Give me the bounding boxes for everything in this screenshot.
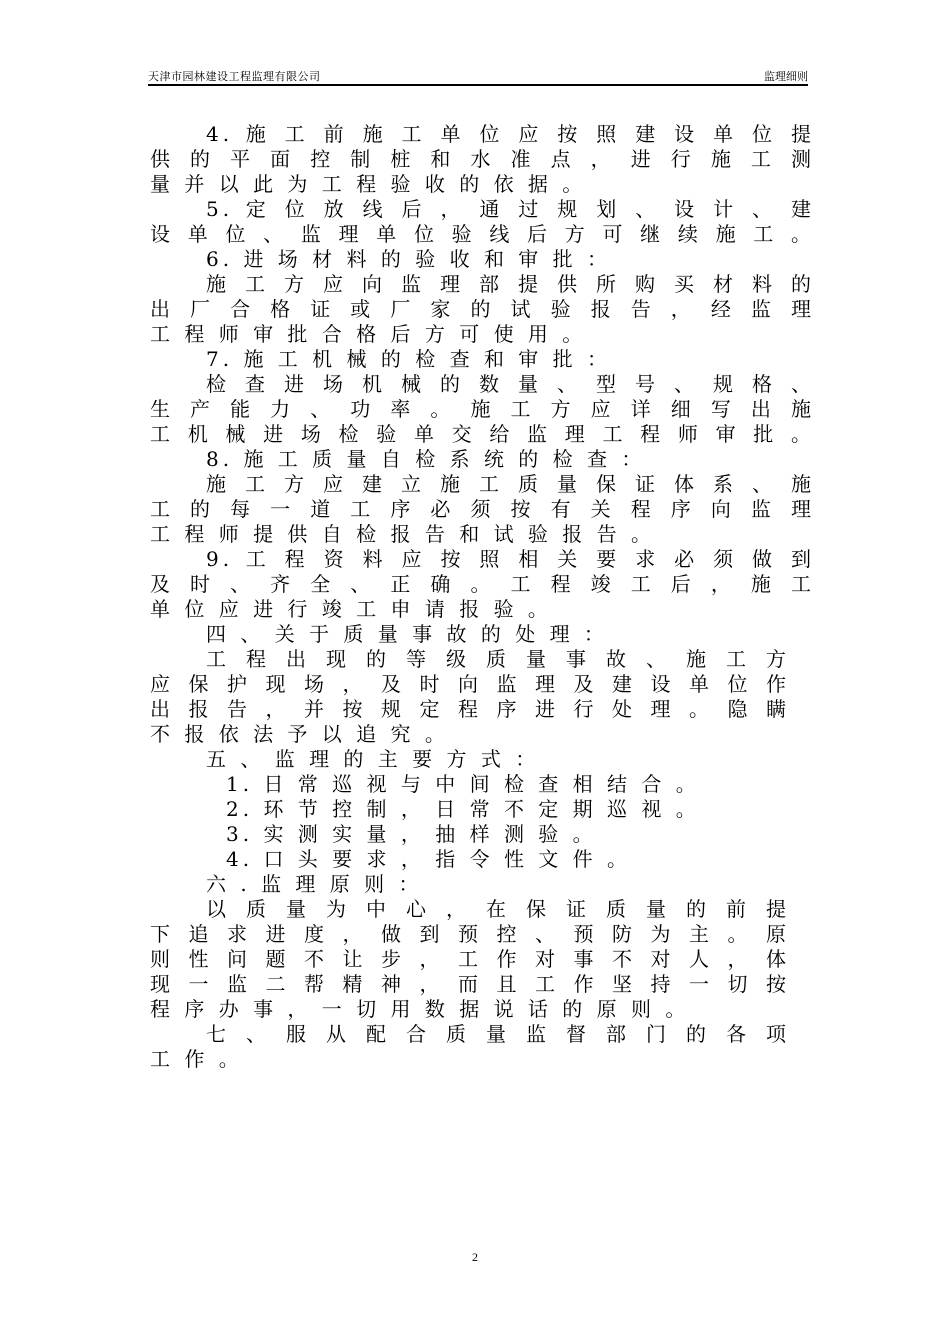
paragraph-line: 程 序 办 事 ， 一 切 用 数 据 说 话 的 原 则 。 xyxy=(150,997,690,1021)
paragraph-line: 现 一 监 二 帮 精 神 ， 而 且 工 作 坚 持 一 切 按 xyxy=(150,972,790,996)
paragraph-line: 工 程 师 提 供 自 检 报 告 和 试 验 报 告 。 xyxy=(150,522,656,546)
paragraph-line: 8. 施 工 质 量 自 检 系 统 的 检 查 ： xyxy=(206,447,646,471)
paragraph-line: 设 单 位 、 监 理 单 位 验 线 后 方 可 继 续 施 工 。 xyxy=(150,222,815,246)
paragraph-line: 4. 施 工 前 施 工 单 位 应 按 照 建 设 单 位 提 xyxy=(206,122,815,146)
paragraph-line: 7. 施 工 机 械 的 检 查 和 审 批 ： xyxy=(206,347,612,371)
paragraph-line: 则 性 问 题 不 让 步 ， 工 作 对 事 不 对 人 ， 体 xyxy=(150,947,790,971)
paragraph-line: 5. 定 位 放 线 后 ， 通 过 规 划 、 设 计 、 建 xyxy=(206,197,815,221)
paragraph-line: 出 厂 合 格 证 或 厂 家 的 试 验 报 告 ， 经 监 理 xyxy=(150,297,815,321)
paragraph-line: 以 质 量 为 中 心 ， 在 保 证 质 量 的 前 提 xyxy=(206,897,790,921)
paragraph-line: 3. 实 测 实 量 ， 抽 样 测 验 。 xyxy=(226,822,597,846)
paragraph-line: 4. 口 头 要 求 ， 指 令 性 文 件 。 xyxy=(226,847,632,871)
paragraph-line: 下 追 求 进 度 ， 做 到 预 控 、 预 防 为 主 。 原 xyxy=(150,922,790,946)
paragraph-line: 工 的 每 一 道 工 序 必 须 按 有 关 程 序 向 监 理 xyxy=(150,497,815,521)
paragraph-line: 生 产 能 力 、 功 率 。 施 工 方 应 详 细 写 出 施 xyxy=(150,397,815,421)
paragraph-line: 四 、 关 于 质 量 事 故 的 处 理 ： xyxy=(206,622,608,646)
paragraph-line: 2. 环 节 控 制 ， 日 常 不 定 期 巡 视 。 xyxy=(226,797,700,821)
paragraph-line: 及 时 、 齐 全 、 正 确 。 工 程 竣 工 后 ， 施 工 xyxy=(150,572,815,596)
paragraph-line: 1. 日 常 巡 视 与 中 间 检 查 相 结 合 。 xyxy=(226,772,700,796)
paragraph-line: 七 、 服 从 配 合 质 量 监 督 部 门 的 各 项 xyxy=(206,1022,790,1046)
paragraph-line: 施 工 方 应 向 监 理 部 提 供 所 购 买 材 料 的 xyxy=(206,272,815,296)
document-body xyxy=(150,122,815,1072)
header-document-title: 监理细则 xyxy=(764,70,808,83)
paragraph-line: 检 查 进 场 机 械 的 数 量 、 型 号 、 规 格 、 xyxy=(206,372,815,396)
paragraph-line: 五 、 监 理 的 主 要 方 式 ： xyxy=(206,747,540,771)
paragraph-line: 不 报 依 法 予 以 追 究 。 xyxy=(150,722,449,746)
header-company-name: 天津市园林建设工程监理有限公司 xyxy=(148,70,321,83)
paragraph-line: 6. 进 场 材 料 的 验 收 和 审 批 ： xyxy=(206,247,612,271)
paragraph-line: 出 报 告 ， 并 按 规 定 程 序 进 行 处 理 。 隐 瞒 xyxy=(150,697,790,721)
paragraph-line: 单 位 应 进 行 竣 工 申 请 报 验 。 xyxy=(150,597,552,621)
paragraph-line: 六 . 监 理 原 则 ： xyxy=(206,872,423,896)
paragraph-line: 供 的 平 面 控 制 桩 和 水 准 点 ， 进 行 施 工 测 xyxy=(150,147,815,171)
page-header xyxy=(148,66,808,86)
paragraph-line: 应 保 护 现 场 ， 及 时 向 监 理 及 建 设 单 位 作 xyxy=(150,672,790,696)
paragraph-line: 9. 工 程 资 料 应 按 照 相 关 要 求 必 须 做 到 xyxy=(206,547,815,571)
page-number: 2 xyxy=(472,1250,478,1264)
paragraph-line: 工 作 。 xyxy=(150,1047,243,1071)
paragraph-line: 量 并 以 此 为 工 程 验 收 的 依 据 。 xyxy=(150,172,587,196)
paragraph-line: 工 机 械 进 场 检 验 单 交 给 监 理 工 程 师 审 批 。 xyxy=(150,422,815,446)
paragraph-line: 工 程 师 审 批 合 格 后 方 可 使 用 。 xyxy=(150,322,587,346)
paragraph-line: 工 程 出 现 的 等 级 质 量 事 故 、 施 工 方 xyxy=(206,647,790,671)
paragraph-line: 施 工 方 应 建 立 施 工 质 量 保 证 体 系 、 施 xyxy=(206,472,815,496)
